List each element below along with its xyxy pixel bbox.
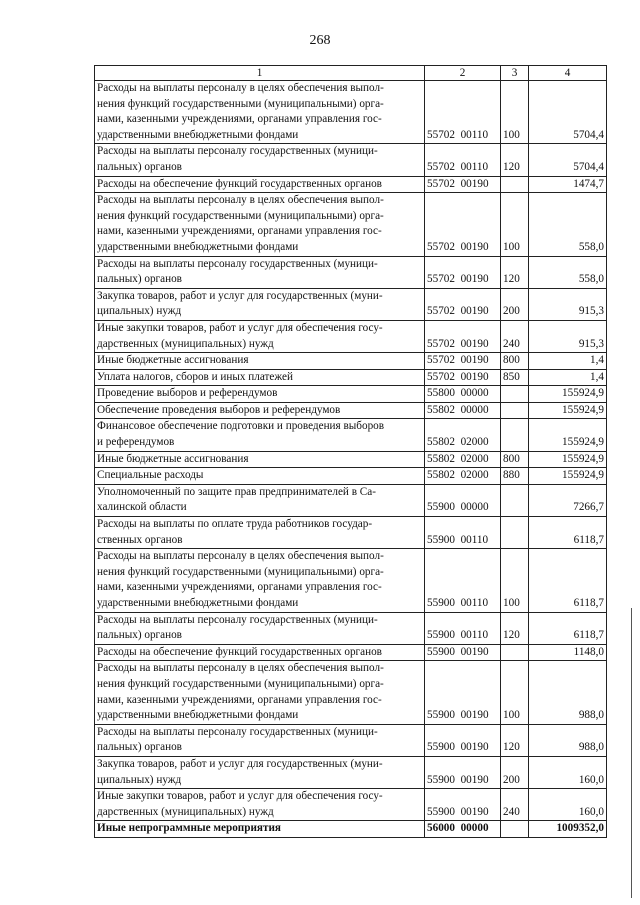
table-row (95, 661, 607, 724)
row-name-cell: Расходы на выплаты персоналу в целях обеспечения выпол- нения функций государственными (муниципальными) орга- нами, казенными учреждениями, органами управления гос- ударственными внебюджетными фондами (95, 549, 425, 612)
row-subcode-cell (501, 402, 529, 419)
row-amount-cell: 988,0 (529, 661, 607, 724)
row-subcode-cell: 880 (501, 468, 529, 485)
row-amount-cell: 1474,7 (529, 176, 607, 193)
row-name-cell: Обеспечение проведения выборов и референдумов (95, 402, 425, 419)
row-subcode-cell: 240 (501, 789, 529, 821)
row-name-cell: Уплата налогов, сборов и иных платежей (95, 369, 425, 386)
table-row (95, 256, 607, 288)
row-name-cell: Расходы на выплаты персоналу в целях обеспечения выпол- нения функций государственными (муниципальными) орга- нами, казенными учреждениями, органами управления гос- ударственными внебюджетными фондами (95, 661, 425, 724)
row-subcode-cell (501, 484, 529, 516)
row-subcode-cell: 100 (501, 193, 529, 256)
row-code-cell: 55702 00190 (425, 193, 501, 256)
row-amount-cell: 155924,9 (529, 386, 607, 403)
row-subcode-cell: 200 (501, 756, 529, 788)
table-row (95, 176, 607, 193)
row-amount-cell: 915,3 (529, 320, 607, 352)
table-row (95, 193, 607, 256)
row-amount-cell: 6118,7 (529, 612, 607, 644)
row-code-cell: 55802 02000 (425, 468, 501, 485)
row-name-cell: Уполномоченный по защите прав предпринимателей в Са- халинской области (95, 484, 425, 516)
table-row (95, 320, 607, 352)
row-code-cell: 55800 00000 (425, 386, 501, 403)
table-row (95, 612, 607, 644)
row-subcode-cell: 120 (501, 256, 529, 288)
row-subcode-cell: 120 (501, 144, 529, 176)
row-amount-cell: 155924,9 (529, 451, 607, 468)
table-row (95, 484, 607, 516)
row-code-cell: 55702 00190 (425, 369, 501, 386)
table-row (95, 402, 607, 419)
row-code-cell: 55802 00000 (425, 402, 501, 419)
row-code-cell: 55900 00000 (425, 484, 501, 516)
row-name-cell: Закупка товаров, работ и услуг для государственных (муни- ципальных) нужд (95, 756, 425, 788)
row-name-cell: Проведение выборов и референдумов (95, 386, 425, 403)
row-code-cell: 55702 00110 (425, 81, 501, 144)
row-subcode-cell: 200 (501, 288, 529, 320)
row-name-cell: Расходы на выплаты персоналу государственных (муници- пальных) органов (95, 256, 425, 288)
row-subcode-cell: 100 (501, 661, 529, 724)
row-subcode-cell: 120 (501, 612, 529, 644)
table-row (95, 369, 607, 386)
row-amount-cell: 1,4 (529, 353, 607, 370)
row-name-cell: Иные закупки товаров, работ и услуг для обеспечения госу- дарственных (муниципальных) нужд (95, 320, 425, 352)
page-number: 268 (309, 33, 331, 48)
row-name-cell: Иные бюджетные ассигнования (95, 353, 425, 370)
row-name-cell: Расходы на выплаты персоналу в целях обеспечения выпол- нения функций государственными (муниципальными) орга- нами, казенными учреждениями, органами управления гос- ударственными внебюджетными фондами (95, 81, 425, 144)
row-amount-cell: 558,0 (529, 193, 607, 256)
row-name-cell: Расходы на выплаты персоналу в целях обеспечения выпол- нения функций государственными (муниципальными) орга- нами, казенными учреждениями, органами управления гос- ударственными внебюджетными фондами (95, 193, 425, 256)
row-name-cell: Иные бюджетные ассигнования (95, 451, 425, 468)
row-code-cell: 55702 00190 (425, 288, 501, 320)
row-name-cell: Финансовое обеспечение подготовки и проведения выборов и референдумов (95, 419, 425, 451)
row-code-cell: 55900 00190 (425, 789, 501, 821)
table-row (95, 419, 607, 451)
row-name-cell: Расходы на обеспечение функций государственных органов (95, 176, 425, 193)
row-code-cell: 55702 00190 (425, 353, 501, 370)
table-row (95, 288, 607, 320)
row-code-cell: 55702 00190 (425, 176, 501, 193)
table-row (95, 549, 607, 612)
row-code-cell: 55900 00190 (425, 644, 501, 661)
row-subcode-cell: 800 (501, 451, 529, 468)
row-code-cell: 55802 02000 (425, 451, 501, 468)
budget-table (94, 65, 607, 838)
row-amount-cell: 1009352,0 (529, 821, 607, 838)
row-code-cell: 55900 00110 (425, 517, 501, 549)
row-name-cell: Расходы на обеспечение функций государственных органов (95, 644, 425, 661)
row-subcode-cell (501, 176, 529, 193)
row-subcode-cell: 850 (501, 369, 529, 386)
row-amount-cell: 5704,4 (529, 144, 607, 176)
table-row (95, 756, 607, 788)
row-name-cell: Расходы на выплаты персоналу государственных (муници- пальных) органов (95, 612, 425, 644)
row-code-cell: 55702 00110 (425, 144, 501, 176)
row-amount-cell: 155924,9 (529, 419, 607, 451)
row-name-cell: Специальные расходы (95, 468, 425, 485)
row-code-cell: 55900 00190 (425, 756, 501, 788)
row-subcode-cell (501, 386, 529, 403)
row-name-cell: Иные непрограммные мероприятия (95, 821, 425, 838)
row-amount-cell: 1,4 (529, 369, 607, 386)
table-row (95, 724, 607, 756)
row-code-cell: 55802 02000 (425, 419, 501, 451)
table-row (95, 468, 607, 485)
row-amount-cell: 160,0 (529, 789, 607, 821)
row-name-cell: Иные закупки товаров, работ и услуг для обеспечения госу- дарственных (муниципальных) нужд (95, 789, 425, 821)
column-header-name: 1 (95, 66, 425, 81)
column-header-subcode: 3 (501, 66, 529, 81)
table-row (95, 144, 607, 176)
row-code-cell: 55900 00110 (425, 549, 501, 612)
table-row (95, 644, 607, 661)
header-row (95, 66, 607, 81)
table-row (95, 81, 607, 144)
row-amount-cell: 1148,0 (529, 644, 607, 661)
table-row (95, 353, 607, 370)
row-code-cell: 55702 00190 (425, 320, 501, 352)
row-subcode-cell (501, 419, 529, 451)
row-subcode-cell: 120 (501, 724, 529, 756)
table-row (95, 386, 607, 403)
row-code-cell: 55900 00190 (425, 661, 501, 724)
row-code-cell: 56000 00000 (425, 821, 501, 838)
row-name-cell: Расходы на выплаты персоналу государственных (муници- пальных) органов (95, 144, 425, 176)
row-name-cell: Закупка товаров, работ и услуг для государственных (муни- ципальных) нужд (95, 288, 425, 320)
table-row (95, 789, 607, 821)
column-header-amount: 4 (529, 66, 607, 81)
row-amount-cell: 155924,9 (529, 402, 607, 419)
row-amount-cell: 160,0 (529, 756, 607, 788)
scan-edge-mark (631, 608, 632, 898)
row-subcode-cell: 800 (501, 353, 529, 370)
row-amount-cell: 6118,7 (529, 549, 607, 612)
row-amount-cell: 558,0 (529, 256, 607, 288)
row-subcode-cell (501, 821, 529, 838)
row-subcode-cell (501, 644, 529, 661)
row-amount-cell: 915,3 (529, 288, 607, 320)
row-subcode-cell (501, 517, 529, 549)
column-header-code: 2 (425, 66, 501, 81)
row-code-cell: 55702 00190 (425, 256, 501, 288)
table-row (95, 517, 607, 549)
row-code-cell: 55900 00190 (425, 724, 501, 756)
row-code-cell: 55900 00110 (425, 612, 501, 644)
table-row (95, 451, 607, 468)
row-amount-cell: 155924,9 (529, 468, 607, 485)
table-row (95, 821, 607, 838)
row-amount-cell: 7266,7 (529, 484, 607, 516)
row-amount-cell: 988,0 (529, 724, 607, 756)
row-subcode-cell: 100 (501, 549, 529, 612)
row-amount-cell: 6118,7 (529, 517, 607, 549)
row-subcode-cell: 240 (501, 320, 529, 352)
row-amount-cell: 5704,4 (529, 81, 607, 144)
row-name-cell: Расходы на выплаты по оплате труда работников государ- ственных органов (95, 517, 425, 549)
row-subcode-cell: 100 (501, 81, 529, 144)
row-name-cell: Расходы на выплаты персоналу государственных (муници- пальных) органов (95, 724, 425, 756)
